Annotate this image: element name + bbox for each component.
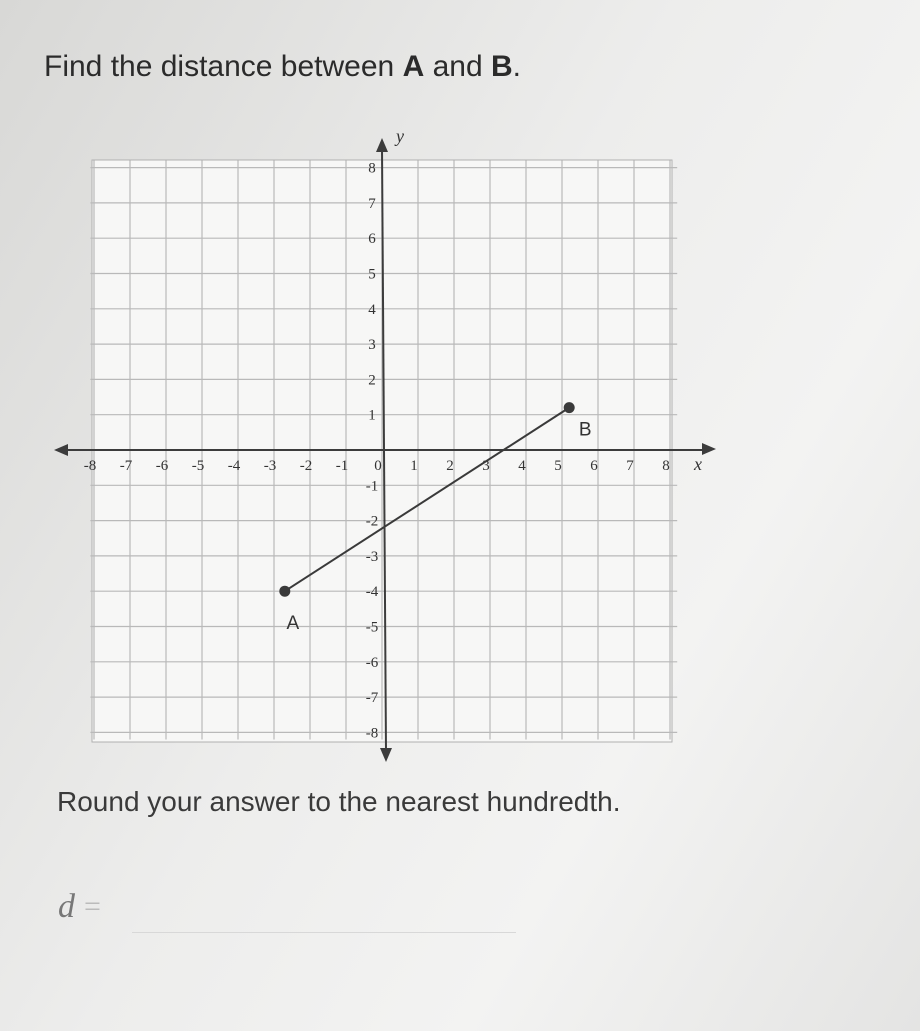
x-tick-label: 2 (446, 458, 454, 474)
y-tick-label: -4 (365, 584, 379, 601)
rounding-instruction: Round your answer to the nearest hundredth. (57, 786, 621, 817)
point-b (564, 402, 575, 413)
question-point-a: A (402, 50, 425, 83)
x-tick-label: -4 (227, 458, 241, 474)
y-tick-label: -7 (365, 690, 379, 707)
x-axis-right-arrow (702, 443, 716, 455)
question-prefix: Find the distance between (44, 50, 403, 83)
x-tick-label: -6 (155, 458, 169, 474)
x-tick-label: -3 (263, 458, 277, 474)
x-axis-left-arrow (54, 444, 68, 456)
x-tick-label: -8 (83, 458, 97, 474)
y-tick-label: 3 (368, 337, 376, 354)
point-b-label: B (578, 419, 592, 441)
x-tick-label: 5 (554, 458, 562, 474)
x-tick-label: -7 (119, 458, 133, 474)
y-tick-label: 4 (368, 301, 376, 318)
y-tick-label: 5 (368, 266, 376, 283)
x-tick-label: -1 (335, 458, 349, 474)
y-tick-label: 1 (368, 407, 376, 424)
y-tick-label: -2 (365, 513, 379, 530)
question-suffix: . (512, 50, 521, 83)
y-tick-label: -8 (365, 725, 379, 742)
x-tick-label: 3 (482, 458, 490, 474)
y-tick-label: -5 (365, 619, 379, 636)
y-axis-top-arrow (376, 138, 388, 152)
y-tick-label: 6 (368, 231, 376, 248)
point-a-label: A (286, 613, 300, 635)
answer-equals-sign: = (84, 890, 101, 923)
y-tick-label: -3 (365, 548, 379, 565)
x-tick-label: -2 (299, 458, 313, 474)
answer-variable: d (58, 888, 75, 925)
y-tick-label: -1 (365, 478, 379, 495)
x-tick-label: 6 (590, 458, 598, 474)
x-tick-label: -5 (191, 458, 205, 474)
y-tick-label: 2 (368, 372, 376, 389)
y-tick-label: -6 (365, 654, 379, 671)
x-tick-label: 7 (626, 458, 634, 474)
point-a (279, 586, 290, 597)
x-tick-label: 4 (518, 458, 526, 474)
y-tick-label: 8 (368, 160, 376, 177)
question-point-b: B (490, 50, 513, 83)
x-axis-label: x (694, 454, 702, 474)
y-axis-bottom-arrow (380, 748, 392, 762)
y-tick-label: 7 (368, 195, 376, 212)
y-axis-label: y (396, 126, 404, 146)
question-middle: and (424, 50, 491, 83)
x-tick-label: 1 (410, 458, 418, 474)
answer-input[interactable] (132, 890, 516, 933)
x-tick-label: 8 (662, 458, 670, 474)
x-tick-label: 0 (374, 458, 382, 474)
